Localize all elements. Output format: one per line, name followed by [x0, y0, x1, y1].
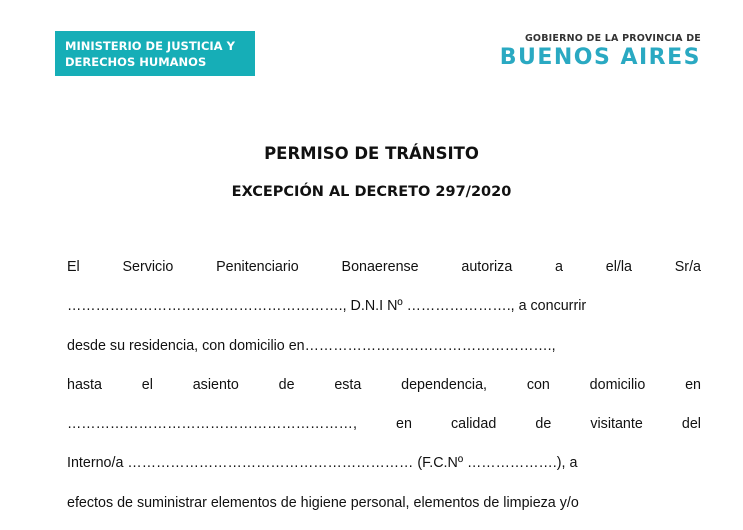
body-line-3: desde su residencia, con domicilio en……………………………………………., — [67, 337, 556, 354]
word: calidad — [450, 416, 497, 433]
word: Penitenciario — [216, 259, 299, 275]
word: El — [67, 259, 80, 275]
word: dependencia, — [401, 376, 488, 393]
body-line-7: efectos de suministrar elementos de higiene personal, elementos de limpieza y/o — [67, 494, 579, 511]
word: domicilio — [589, 376, 646, 393]
word: del — [681, 416, 701, 433]
word: hasta — [67, 376, 102, 393]
province-name: BUENOS AIRES — [499, 45, 701, 70]
word: Servicio — [122, 259, 174, 275]
ministry-line-2: DERECHOS HUMANOS — [65, 55, 207, 69]
ministry-line-1: MINISTERIO DE JUSTICIA Y — [65, 39, 235, 53]
word: con — [526, 376, 550, 393]
word: Bonaerense — [341, 259, 419, 275]
body-line-4 — [67, 370, 701, 409]
document-subtitle: EXCEPCIÓN AL DECRETO 297/2020 — [231, 184, 512, 200]
word: ……………………………………………………, — [67, 416, 357, 433]
word: en — [396, 416, 412, 433]
word: asiento — [192, 376, 239, 393]
body-line-1 — [67, 252, 701, 291]
body-line-6: Interno/a …………………………………………………… (F.C.Nº ……………….), a — [67, 455, 578, 472]
word: en — [685, 376, 701, 393]
document-title: PERMISO DE TRÁNSITO — [264, 144, 479, 163]
word: Sr/a — [674, 259, 701, 275]
body-line-5 — [67, 409, 701, 448]
government-label: GOBIERNO DE LA PROVINCIA DE — [524, 33, 701, 44]
word: de — [535, 416, 552, 433]
word: el — [141, 376, 153, 393]
document-body — [67, 252, 701, 527]
word: de — [278, 376, 295, 393]
word: autoriza — [461, 259, 513, 275]
ministry-badge — [55, 31, 255, 76]
body-line-2: …………………………………………………., D.N.I Nº …………………., a concurrir — [67, 298, 587, 315]
government-logo — [500, 33, 701, 70]
word: esta — [334, 376, 362, 393]
word: a — [555, 259, 563, 275]
word: visitante — [590, 416, 643, 433]
word: el/la — [605, 259, 632, 275]
